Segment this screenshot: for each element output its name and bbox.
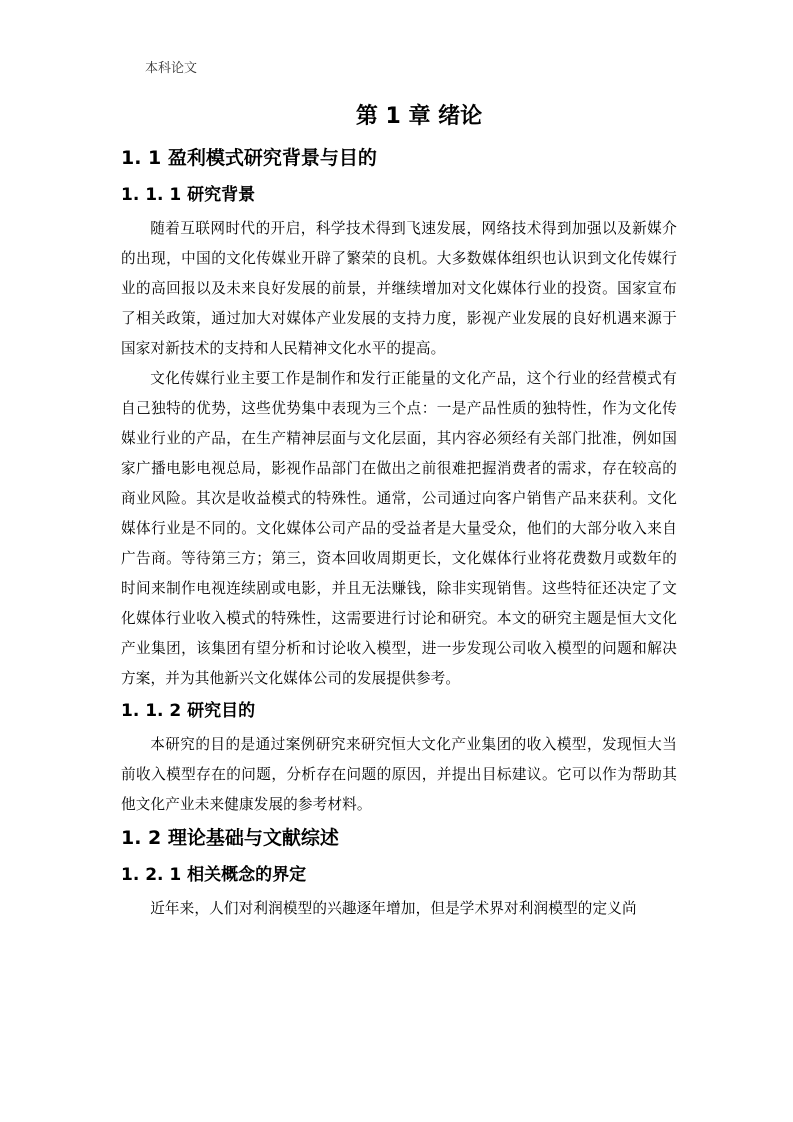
subsection-heading-1-2-1: 1. 2. 1 相关概念的界定 [121,865,307,885]
document-body [121,98,677,924]
running-header: 本科论文 [145,61,198,76]
section-heading-1-1: 1. 1 盈利模式研究背景与目的 [121,147,377,169]
paragraph-background-2: 文化传媒行业主要工作是制作和发行正能量的文化产品，这个行业的经营模式有自己独特的优势，这些优势集中表现为三个点：一是产品性质的独特性，作为文化传媒业行业的产品，在生产精神层面与文化层面，其内容必须经有关部门批准，例如国家广播电影电视总局，影视作品部门在做出之前很难把握消费者的需求，存在较高的商业风险。其次是收益模式的特殊性。通常，公司通过向客户销售产品来获利。文化媒体行业是不同的。文化媒体公司产品的受益者是大量受众，他们的大部分收入来自广告商。等待第三方；第三，资本回收周期更长，文化媒体行业将花费数月或数年的时间来制作电视连续剧或电影，并且无法赚钱，除非实现销售。这些特征还决定了文化媒体行业收入模式的特殊性，这需要进行讨论和研究。本文的研究主题是恒大文化产业集团，该集团有望分析和讨论收入模型，进一步发现公司收入模型的问题和解决方案，并为其他新兴文化媒体公司的发展提供参考。 [121,370,677,687]
chapter-title: 第 1 章 绪论 [355,104,483,129]
paragraph-purpose: 本研究的目的是通过案例研究来研究恒大文化产业集团的收入模型，发现恒大当前收入模型存在的问题，分析存在问题的原因，并提出目标建议。它可以作为帮助其他文化产业未来健康发展的参考材料。 [121,736,677,813]
paragraph-background-1: 随着互联网时代的开启，科学技术得到飞速发展，网络技术得到加强以及新媒介的出现，中国的文化传媒业开辟了繁荣的良机。大多数媒体组织也认识到文化传媒行业的高回报以及未来良好发展的前景，并继续增加对文化媒体行业的投资。国家宣布了相关政策，通过加大对媒体产业发展的支持力度，影视产业发展的良好机遇来源于国家对新技术的支持和人民精神文化水平的提高。 [121,220,677,357]
paragraph-concepts: 近年来，人们对利润模型的兴趣逐年增加，但是学术界对利润模型的定义尚 [150,900,637,917]
section-heading-1-2: 1. 2 理论基础与文献综述 [121,827,339,849]
subsection-heading-1-1-1: 1. 1. 1 研究背景 [121,185,256,205]
subsection-heading-1-1-2: 1. 1. 2 研究目的 [121,701,256,721]
